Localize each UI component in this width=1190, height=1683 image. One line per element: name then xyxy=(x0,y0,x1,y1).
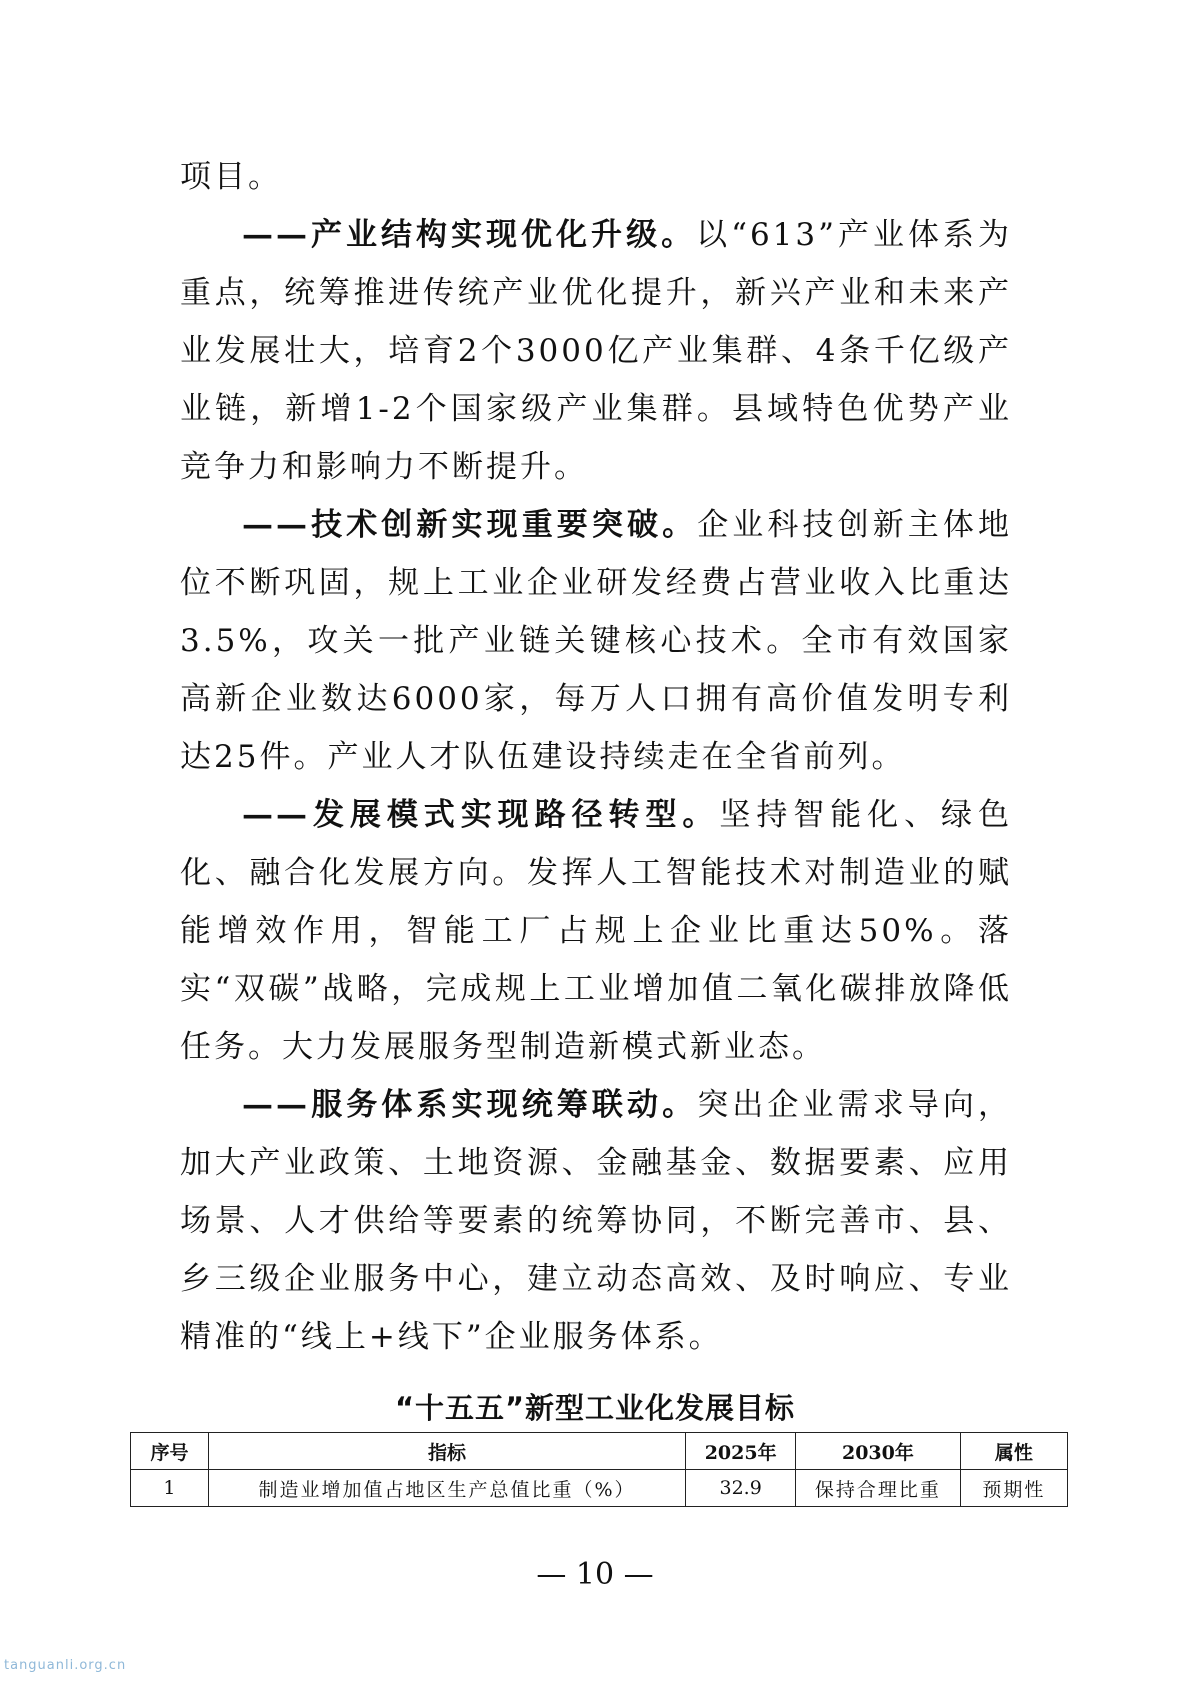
header-seq: 序号 xyxy=(131,1433,209,1470)
cell-attribute: 预期性 xyxy=(960,1470,1067,1507)
body-text xyxy=(180,148,1012,1366)
header-indicator: 指标 xyxy=(208,1433,685,1470)
paragraph-lead: ——服务体系实现统筹联动。 xyxy=(242,1087,698,1123)
page-number: — 10 — xyxy=(536,1557,654,1592)
paragraph-development-mode xyxy=(180,786,1012,1076)
header-2030: 2030年 xyxy=(796,1433,961,1470)
paragraph-technology-innovation xyxy=(180,496,1012,786)
cell-indicator: 制造业增加值占地区生产总值比重（%） xyxy=(208,1470,685,1507)
paragraph-text: 以“613”产业体系为重点，统筹推进传统产业优化提升，新兴产业和未来产业发展壮大，培育2个3000亿产业集群、4条千亿级产业链，新增1-2个国家级产业集群。县域特色优势产业竞争力和影响力不断提升。 xyxy=(180,217,1013,485)
paragraph-industrial-structure xyxy=(180,206,1012,496)
paragraph-lead: ——技术创新实现重要突破。 xyxy=(242,507,698,543)
paragraph-text: 企业科技创新主体地位不断巩固，规上工业企业研发经费占营业收入比重达3.5%，攻关一批产业链关键核心技术。全市有效国家高新企业数达6000家，每万人口拥有高价值发明专利达25件。产业人才队伍建设持续走在全省前列。 xyxy=(180,507,1013,775)
paragraph-lead: ——发展模式实现路径转型。 xyxy=(242,797,720,833)
table-row xyxy=(131,1470,1068,1507)
paragraph-lead: ——产业结构实现优化升级。 xyxy=(242,217,697,253)
paragraph-text: 坚持智能化、绿色化、融合化发展方向。发挥人工智能技术对制造业的赋能增效作用，智能工厂占规上企业比重达50%。落实“双碳”战略，完成规上工业增加值二氧化碳排放降低任务。大力发展服务型制造新模式新业态。 xyxy=(180,797,1013,1065)
watermark-text: tanguanli.org.cn xyxy=(4,1658,127,1673)
cell-seq: 1 xyxy=(131,1470,209,1507)
paragraph-continuation xyxy=(180,148,1012,206)
header-2025: 2025年 xyxy=(686,1433,796,1470)
development-targets-table xyxy=(130,1432,1068,1507)
cell-2030: 保持合理比重 xyxy=(796,1470,961,1507)
cell-2025: 32.9 xyxy=(686,1470,796,1507)
table-header-row xyxy=(131,1433,1068,1470)
header-attribute: 属性 xyxy=(960,1433,1067,1470)
paragraph-text: 项目。 xyxy=(180,159,282,195)
paragraph-text: 突出企业需求导向，加大产业政策、土地资源、金融基金、数据要素、应用场景、人才供给等要素的统筹协同，不断完善市、县、乡三级企业服务中心，建立动态高效、及时响应、专业精准的“线上+线下”企业服务体系。 xyxy=(180,1087,1013,1355)
paragraph-service-system xyxy=(180,1076,1012,1366)
table-title: “十五五”新型工业化发展目标 xyxy=(394,1391,796,1425)
